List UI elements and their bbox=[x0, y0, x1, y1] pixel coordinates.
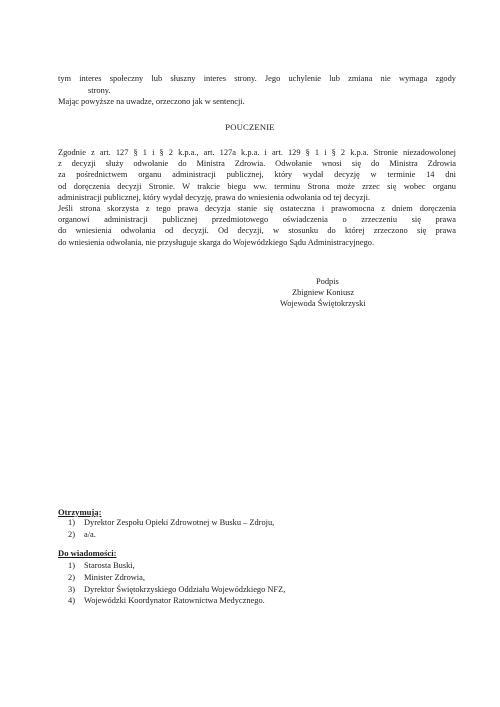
list-item-number: 2) bbox=[68, 529, 75, 539]
pouczenie-line: administracji publicznej, który wydał decyzję, prawa do wniesienia odwołania od tej decyzji. bbox=[58, 192, 371, 202]
list-item bbox=[68, 572, 285, 584]
pouczenie-line: z decyzji służy odwołanie do Ministra Zdrowia. Odwołanie wnosi się do Ministra Zdrowia bbox=[58, 159, 456, 169]
pouczenie-body bbox=[58, 147, 456, 248]
list-item-text: Starosta Buski, bbox=[84, 561, 135, 570]
pouczenie-line: Zgodnie z art. 127 § 1 i § 2 k.p.a., art. 127a k.p.a. i art. 129 § 1 i § 2 k.p.a. Stronie niezadowolonej bbox=[58, 148, 456, 157]
pouczenie-line: do wniesienia odwołania od decyzji. Od decyzji, w stosunku do której zrzeczono się prawa bbox=[58, 226, 456, 236]
decision-closing-sentence: Mając powyższe na uwadze, orzeczono jak w sentencji. bbox=[58, 97, 245, 106]
signature-label: Podpis bbox=[316, 277, 339, 286]
list-item-text: Wojewódzki Koordynator Ratownictwa Medycznego. bbox=[84, 596, 265, 606]
recipients-heading: Otrzymują: bbox=[58, 507, 102, 517]
list-item-text: Dyrektor Świętokrzyskiego Oddziału Wojewódzkiego NFZ, bbox=[84, 584, 286, 594]
for-information-heading: Do wiadomości: bbox=[58, 548, 117, 558]
list-item-number: 1) bbox=[68, 561, 75, 570]
pouczenie-heading: POUCZENIE bbox=[225, 122, 275, 132]
list-item-number: 1) bbox=[68, 518, 75, 527]
list-item-text: Minister Zdrowia, bbox=[84, 572, 145, 582]
list-item bbox=[68, 595, 285, 607]
pouczenie-line: Jeśli strona skorzysta z tego prawa decyzja stanie się ostateczna i prawomocna z dniem doręczenia bbox=[58, 204, 456, 214]
for-information-list bbox=[68, 560, 285, 607]
pouczenie-line: od doręczenia decyzji Stronie. W trakcie biegu ww. terminu Strona może zrzec się wobec organu bbox=[58, 181, 456, 191]
list-item-text: a/a. bbox=[84, 529, 96, 539]
pouczenie-line: za pośrednictwem organu administracji publicznej, który wydał decyzję w terminie 14 dni bbox=[58, 170, 456, 180]
signature-title: Wojewoda Świętokrzyski bbox=[280, 299, 366, 308]
list-item bbox=[68, 529, 274, 541]
decision-closing-text-line2: strony. bbox=[88, 86, 111, 95]
list-item bbox=[68, 560, 285, 572]
pouczenie-line: do wniesienia odwołania, nie przysługuje skarga do Wojewódzkiego Sądu Administracyjnego. bbox=[58, 237, 375, 247]
list-item-number: 3) bbox=[68, 584, 75, 594]
list-item-text: Dyrektor Zespołu Opieki Zdrowotnej w Busku – Zdroju, bbox=[84, 518, 275, 527]
list-item bbox=[68, 584, 285, 596]
signature-name: Zbigniew Koniusz bbox=[292, 288, 355, 297]
pouczenie-line: organowi administracji publicznej przedmiotowego oświadczenia o zrzeczeniu się prawa bbox=[58, 215, 456, 225]
recipients-list bbox=[68, 517, 274, 541]
list-item-number: 2) bbox=[68, 572, 75, 582]
decision-closing-text-line1: tym interes społeczny lub słuszny interes strony. Jego uchylenie lub zmiana nie wymaga zgody bbox=[58, 74, 456, 83]
list-item-number: 4) bbox=[68, 596, 75, 606]
list-item bbox=[68, 517, 274, 529]
